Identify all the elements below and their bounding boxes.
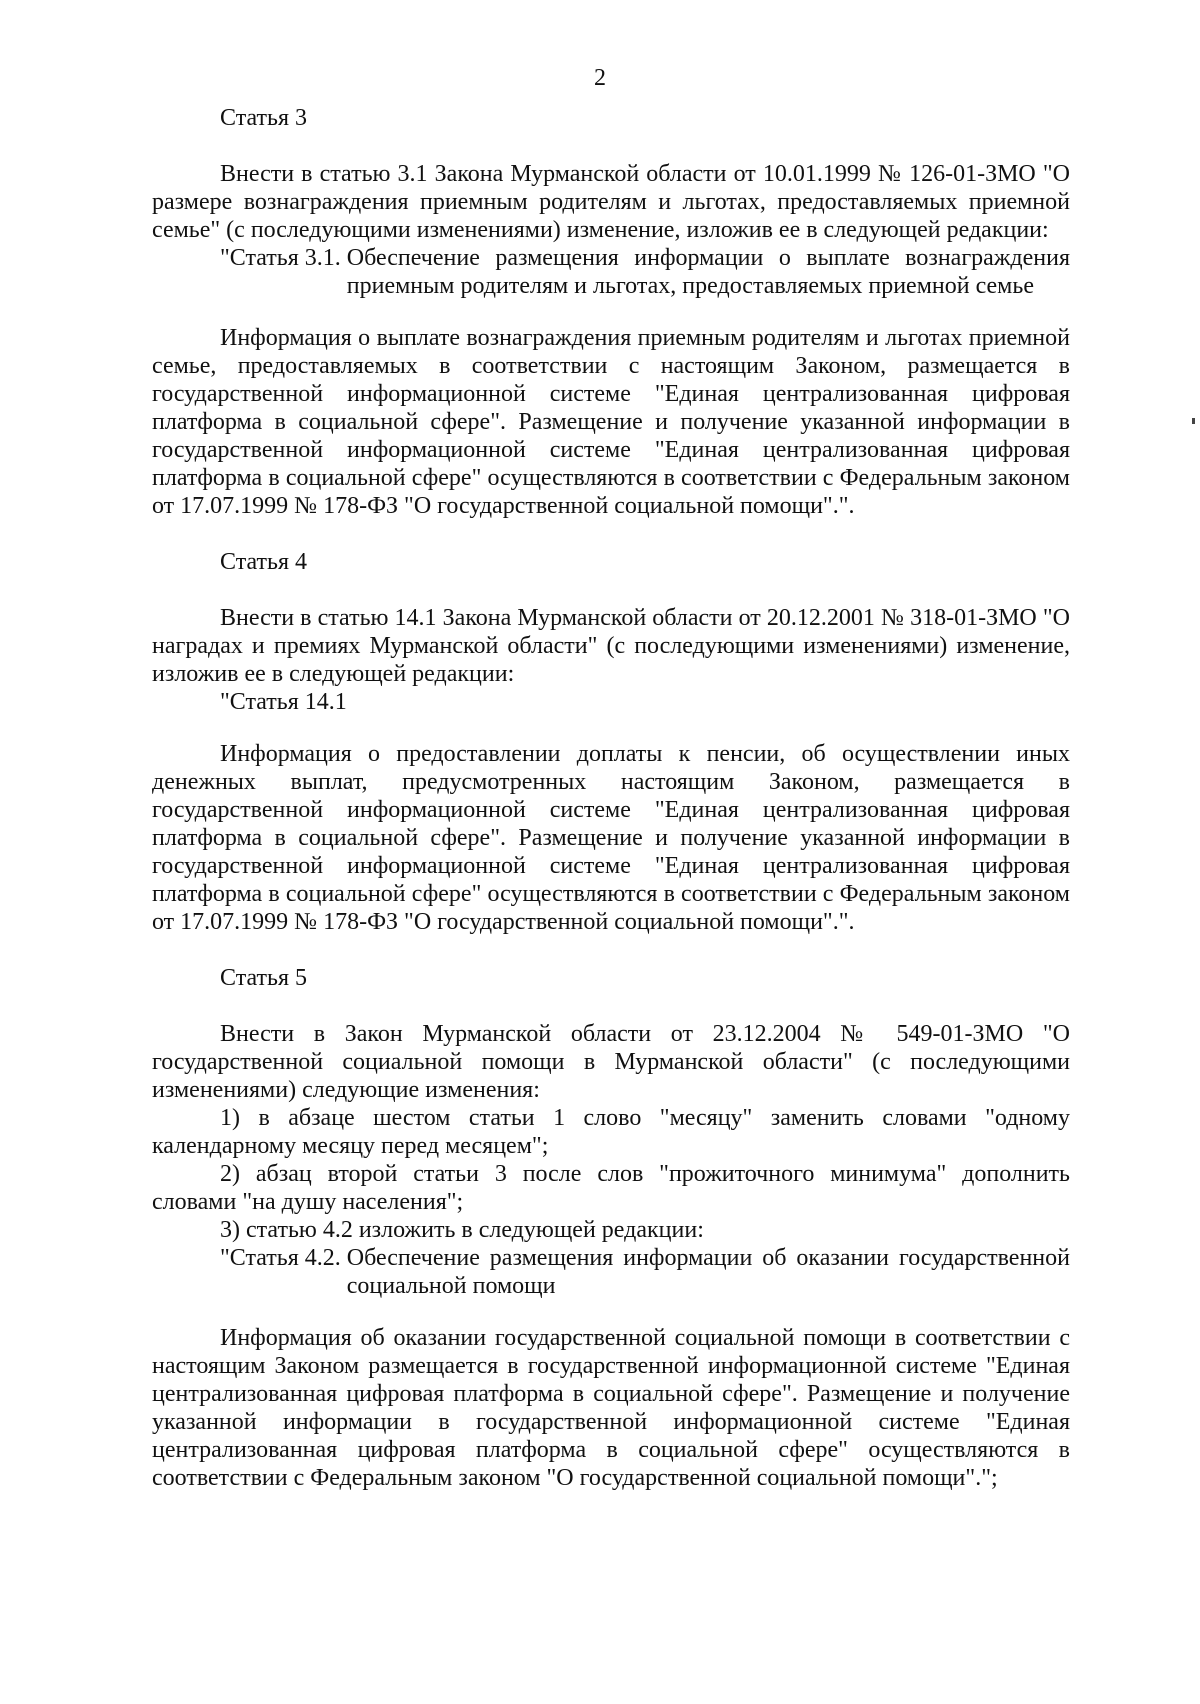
article-4-heading: Статья 4 <box>220 549 307 575</box>
article-3-body: Информация о выплате вознаграждения приемным родителям и льготах приемной семье, предоставляемых в соответствии с настоящим Законом, размещается в государственной информационной системе "Единая централизованная цифровая платформа в социальной сфере". Размещение и получение указанной информации в государственной информационной системе "Единая централизованная цифровая платформа в социальной сфере" осуществляются в соответствии с Федеральным законом от 17.07.1999 № 178-ФЗ "О государственной социальной помощи".". <box>152 325 1070 519</box>
article-3-new-title-number: "Статья 3.1. <box>220 245 347 271</box>
page-number: 2 <box>594 65 606 91</box>
article-4-intro: Внести в статью 14.1 Закона Мурманской области от 20.12.2001 № 318-01-ЗМО "О наградах и премиях Мурманской области" (с последующими изменениями) изменение, изложив ее в следующей редакции: <box>152 605 1070 687</box>
document-body <box>152 104 1070 1492</box>
article-5-intro: Внести в Закон Мурманской области от 23.12.2004 № 549-01-ЗМО "О государственной социальной помощи в Мурманской области" (с последующими изменениями) следующие изменения: <box>152 1021 1070 1103</box>
article-5-body: Информация об оказании государственной социальной помощи в соответствии с настоящим Законом размещается в государственной информационной системе "Единая централизованная цифровая платформа в социальной сфере". Размещение и получение указанной информации в государственной информационной системе "Единая централизованная цифровая платформа в социальной сфере" осуществляются в соответствии с Федеральным законом "О государственной социальной помощи"."; <box>152 1325 1070 1491</box>
article-5-heading: Статья 5 <box>220 965 307 991</box>
article-5-new-title-text: Обеспечение размещения информации об оказании государственной социальной помощи <box>346 1245 1070 1299</box>
article-3-heading: Статья 3 <box>220 105 307 131</box>
article-5-item-3: 3) статью 4.2 изложить в следующей редакции: <box>220 1217 704 1243</box>
article-3-new-title <box>152 244 1070 300</box>
article-5-item-2: 2) абзац второй статьи 3 после слов "прожиточного минимума" дополнить словами "на душу населения"; <box>152 1161 1070 1215</box>
margin-scan-mark <box>1192 418 1195 424</box>
article-4-new-title: "Статья 14.1 <box>220 689 347 715</box>
article-5-new-title-number: "Статья 4.2. <box>220 1245 347 1271</box>
article-4-body: Информация о предоставлении доплаты к пенсии, об осуществлении иных денежных выплат, предусмотренных настоящим Законом, размещается в государственной информационной системе "Единая централизованная цифровая платформа в социальной сфере". Размещение и получение указанной информации в государственной информационной системе "Единая централизованная цифровая платформа в социальной сфере" осуществляются в соответствии с Федеральным законом от 17.07.1999 № 178-ФЗ "О государственной социальной помощи".". <box>152 741 1070 935</box>
article-3-new-title-text: Обеспечение размещения информации о выплате вознаграждения приемным родителям и льготах, предоставляемых приемной семье <box>346 245 1070 299</box>
article-5-item-1: 1) в абзаце шестом статьи 1 слово "месяцу" заменить словами "одному календарному месяцу перед месяцем"; <box>152 1105 1070 1159</box>
article-5-new-title <box>152 1244 1070 1300</box>
article-3-intro: Внести в статью 3.1 Закона Мурманской области от 10.01.1999 № 126-01-ЗМО "О размере вознаграждения приемным родителям и льготах, предоставляемых приемной семье" (с последующими изменениями) изменение, изложив ее в следующей редакции: <box>152 161 1070 243</box>
